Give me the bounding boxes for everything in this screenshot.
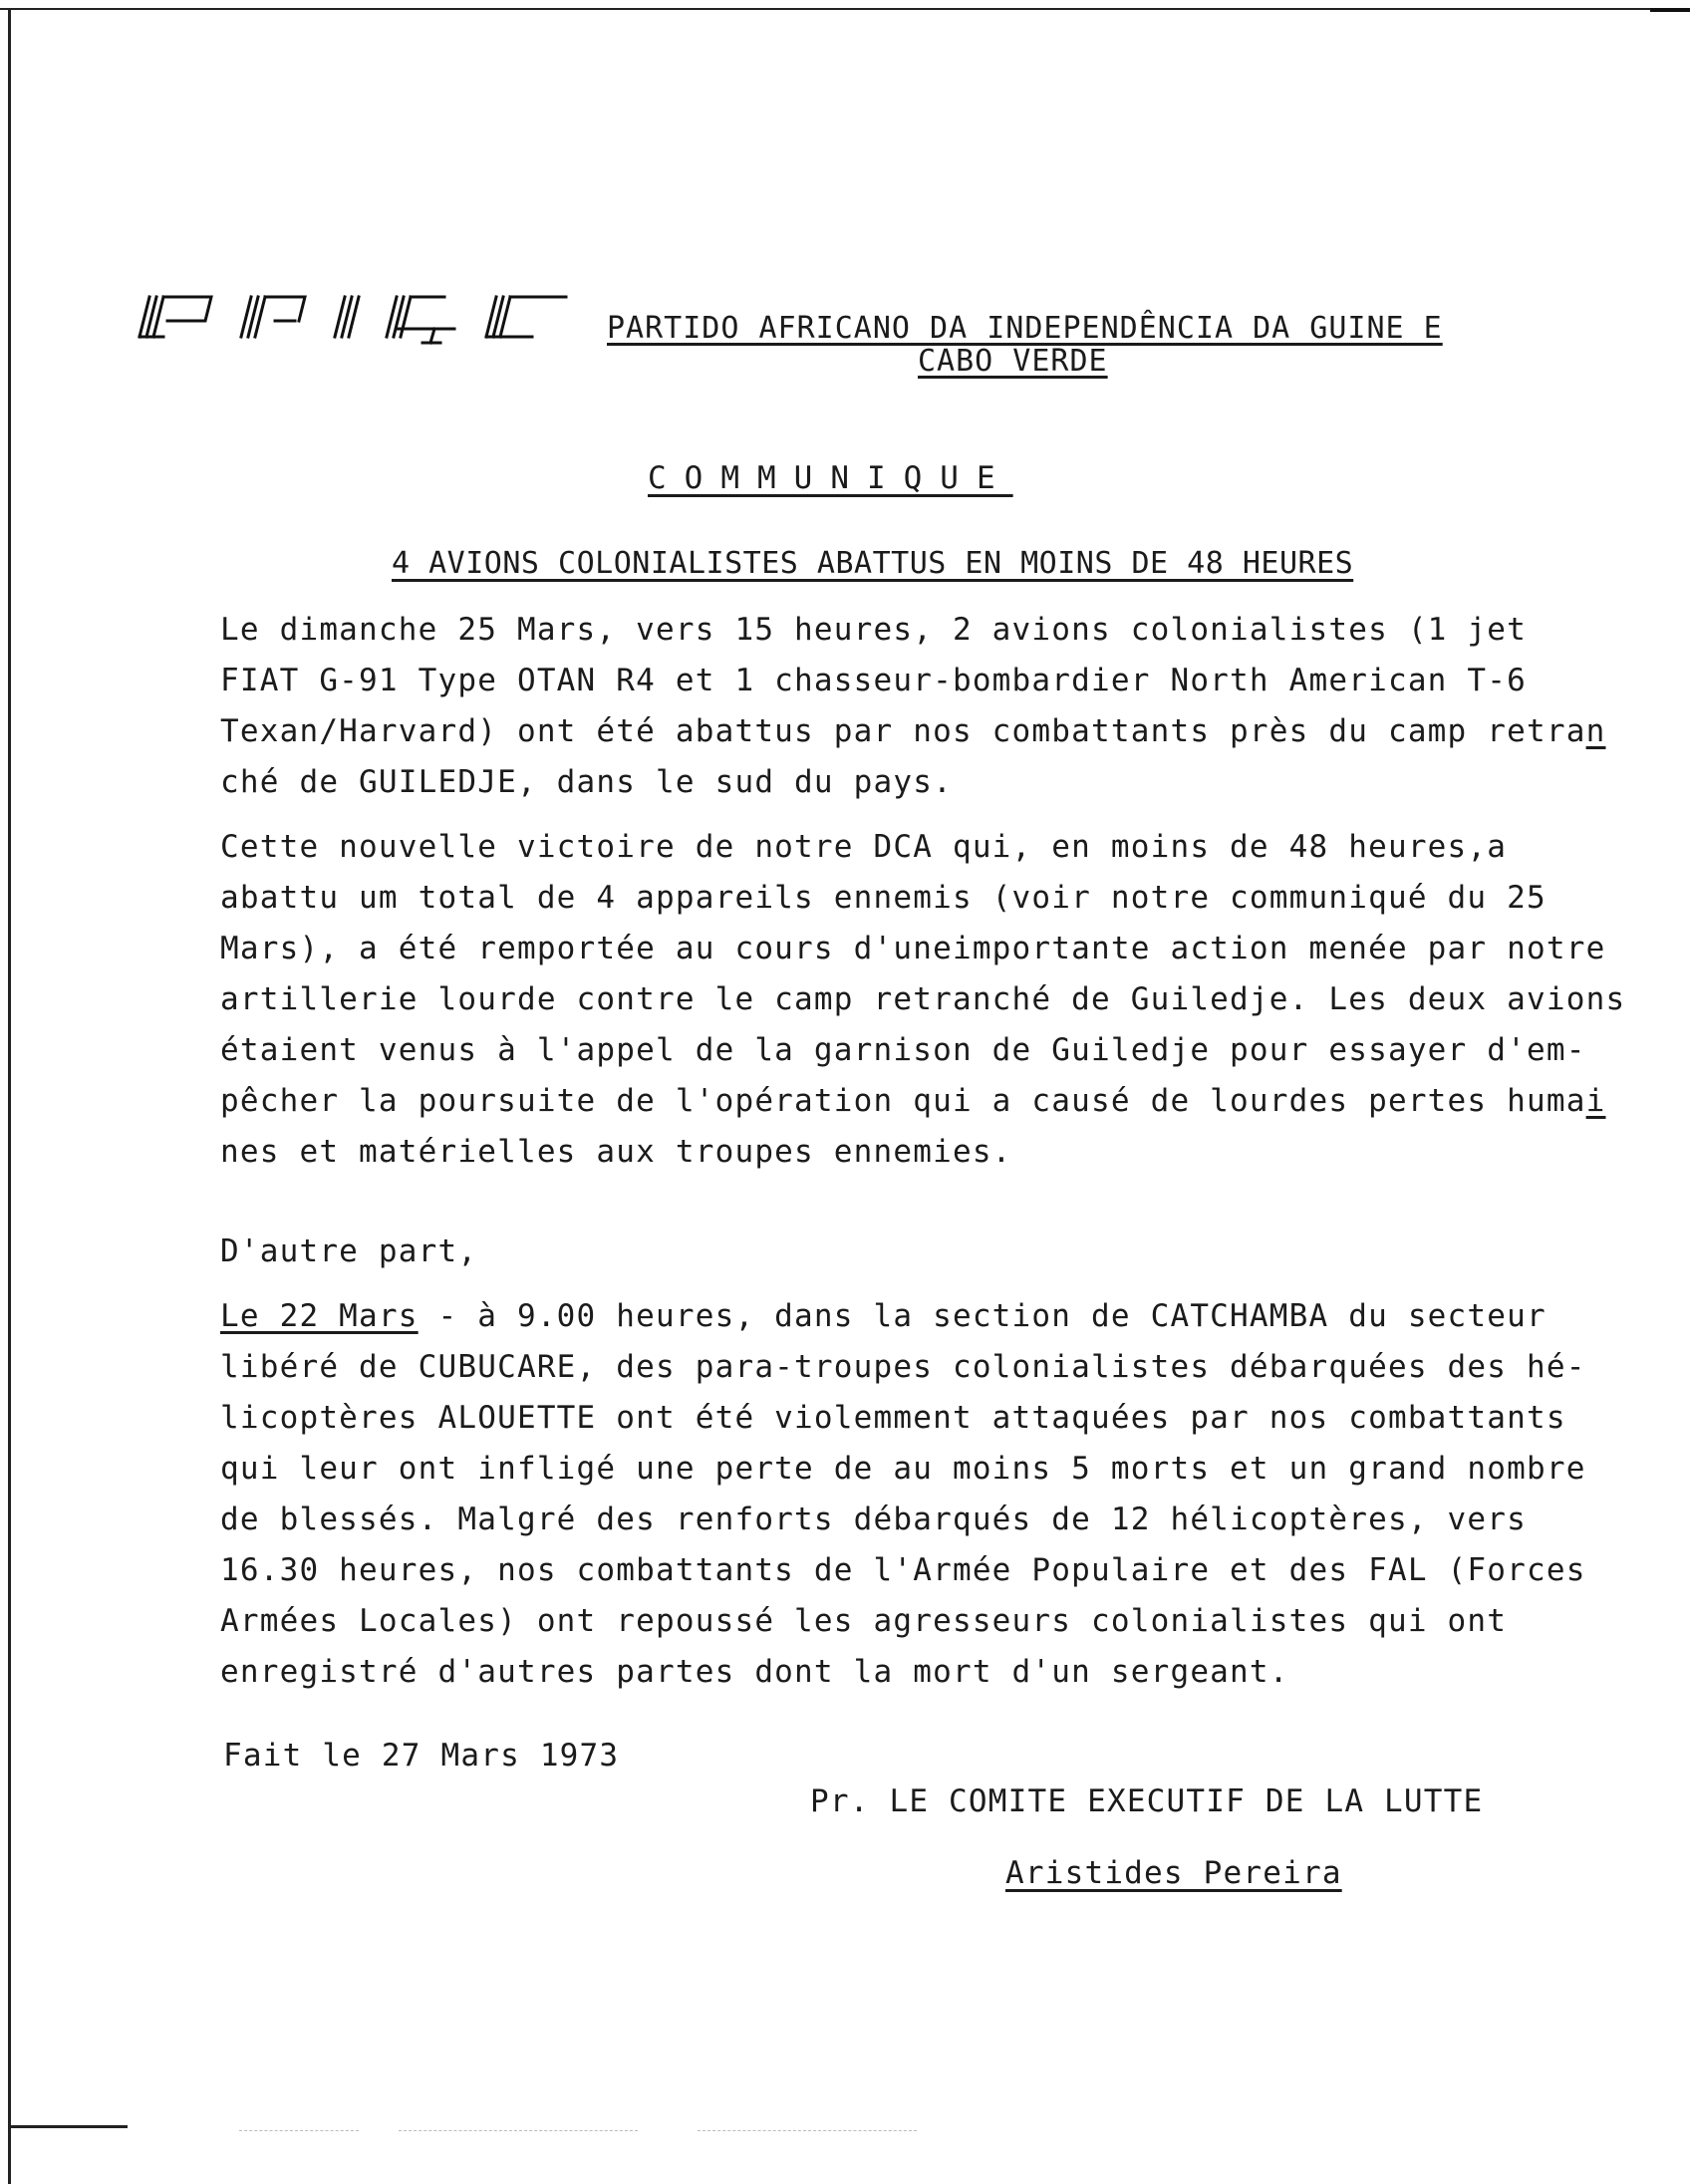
paragraph-3-line: 16.30 heures, nos combattants de l'Armée Populaire et des FAL (Forces [220,1552,1586,1588]
date-lead: Le 22 Mars [220,1298,419,1334]
party-name-line2: CABO VERDE [918,344,1108,379]
paragraph-2-line: Cette nouvelle victoire de notre DCA qui, en moins de 48 heures,a [220,829,1508,865]
date-line: Fait le 27 Mars 1973 [223,1738,620,1774]
document-title: COMMUNIQUE [648,460,1013,496]
paragraph-2-line: artillerie lourde contre le camp retranché de Guiledje. Les deux avions [220,981,1626,1017]
headline: 4 AVIONS COLONIALISTES ABATTUS EN MOINS DE 48 HEURES [392,546,1354,581]
paragraph-3-line: enregistré d'autres partes dont la mort d'un sergeant. [220,1654,1289,1690]
paragraph-2-line: étaient venus à l'appel de la garnison de Guiledje pour essayer d'em- [220,1032,1586,1068]
paragraph-2-line: Mars), a été remportée au cours d'uneimportante action menée par notre [220,931,1606,966]
paragraph-3-line: qui leur ont infligé une perte de au moins 5 morts et un grand nombre [220,1451,1586,1487]
paragraph-1-line: FIAT G-91 Type OTAN R4 et 1 chasseur-bombardier North American T-6 [220,663,1527,698]
underlined-fragment: i [1585,1083,1606,1119]
underlined-fragment: n [1585,713,1606,749]
paragraph-3-line: Armées Locales) ont repoussé les agresseurs colonialistes qui ont [220,1603,1508,1639]
paragraph-3-line: licoptères ALOUETTE ont été violemment attaquées par nos combattants [220,1400,1566,1436]
paragraph-2-line: nes et matérielles aux troupes ennemies. [220,1134,1012,1170]
committee-signature-block: Pr. LE COMITE EXECUTIF DE LA LUTTE [810,1783,1484,1819]
paragraph-1-line: ché de GUILEDJE, dans le sud du pays. [220,764,953,800]
scan-artifact [239,2130,359,2131]
paragraph-1-line: Texan/Harvard) ont été abattus par nos combattants près du camp retran [220,713,1606,749]
paragraph-2-line: abattu um total de 4 appareils ennemis (voir notre communiqué du 25 [220,880,1547,916]
paragraph-3-line: de blessés. Malgré des renforts débarqués de 12 hélicoptères, vers [220,1502,1527,1537]
paragraph-2-line: pêcher la poursuite de l'opération qui a causé de lourdes pertes humai [220,1083,1606,1119]
paragraph-1-line: Le dimanche 25 Mars, vers 15 heures, 2 avions colonialistes (1 jet [220,612,1527,648]
scan-top-right-mark [1650,8,1690,12]
paragraph-3-line: libéré de CUBUCARE, des para-troupes colonialistes débarquées des hé- [220,1349,1586,1385]
party-name-line1: PARTIDO AFRICANO DA INDEPENDÊNCIA DA GUINE E [607,311,1443,346]
transition-line: D'autre part, [220,1233,478,1269]
scan-artifact [698,2130,917,2131]
paigc-logo-icon [136,289,574,345]
scan-artifact [399,2130,638,2131]
paragraph-3-line: Le 22 Mars - à 9.00 heures, dans la section de CATCHAMBA du secteur [220,1298,1547,1334]
scan-top-edge [0,8,1690,10]
scan-bottom-left-mark [8,2125,128,2128]
signatory-name: Aristides Pereira [1005,1855,1342,1891]
scan-left-edge [8,8,11,2184]
